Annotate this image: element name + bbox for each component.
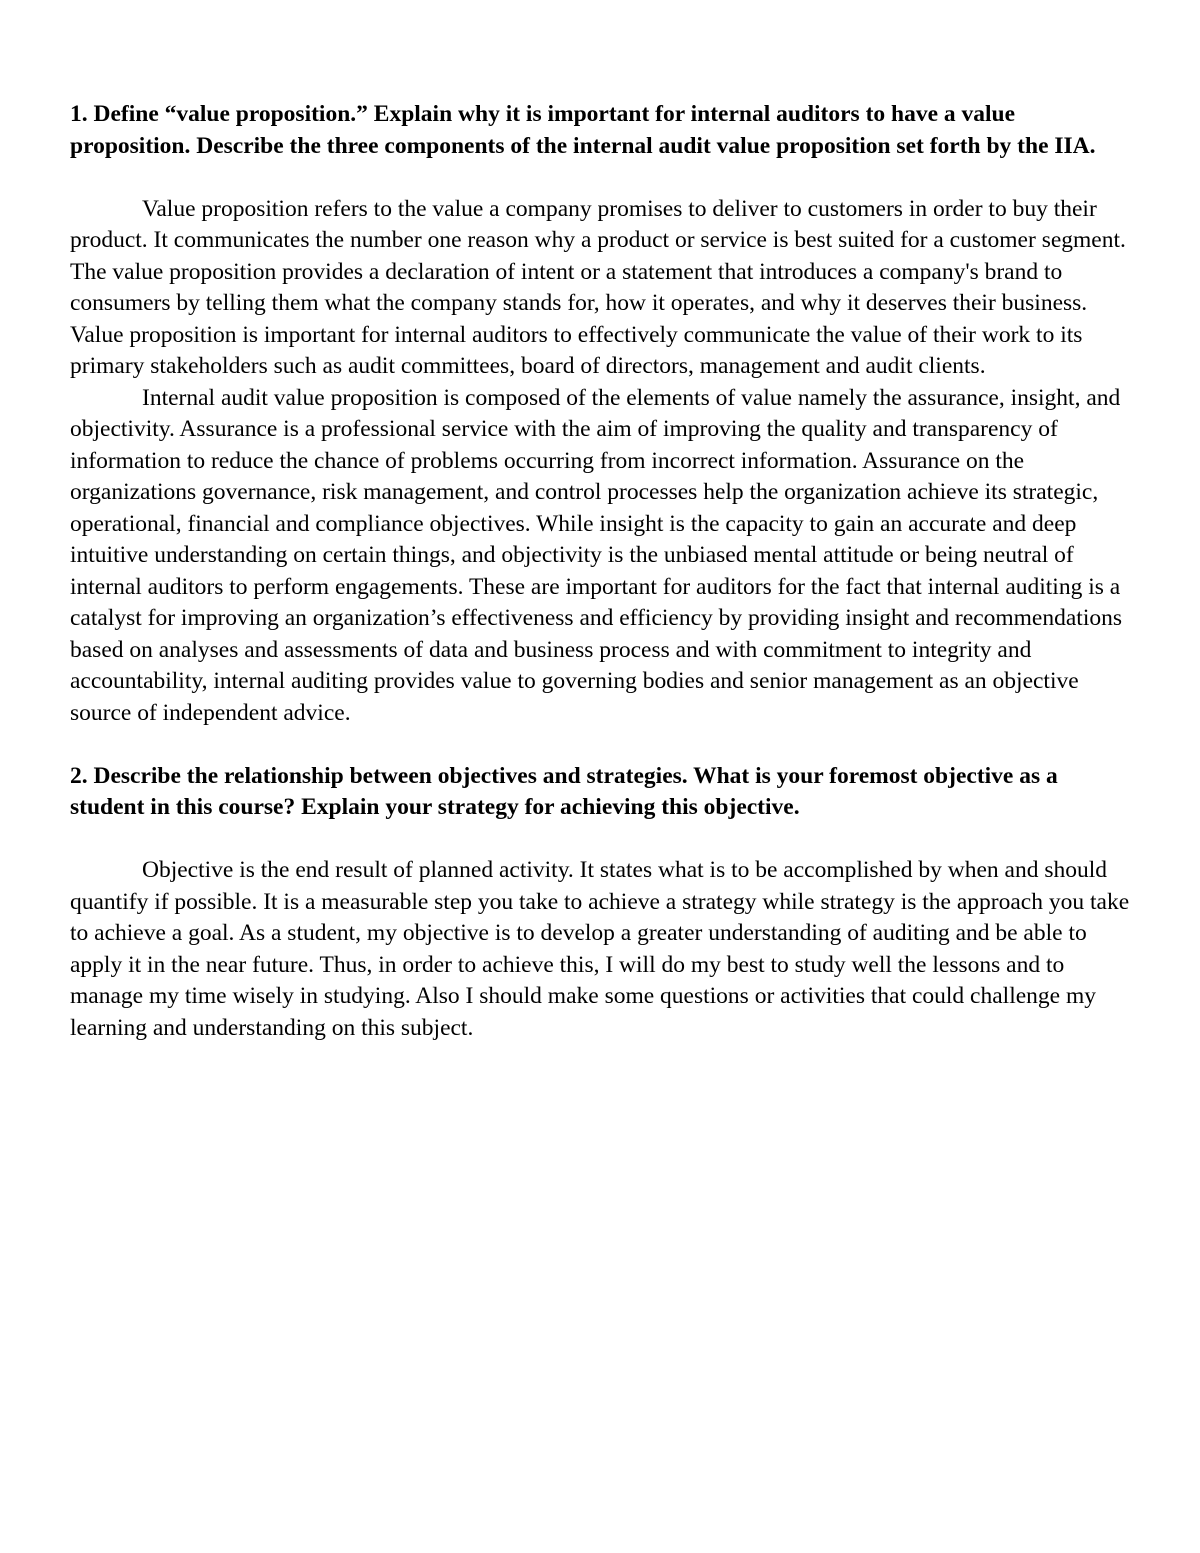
answer-1-body	[70, 194, 1130, 730]
answer-2-paragraph-1: Objective is the end result of planned activity. It states what is to be accomplished by when and should quantify if possible. It is a measurable step you take to achieve a strategy while strategy is the approach you take to achieve a goal. As a student, my objective is to develop a greater understanding of auditing and be able to apply it in the near future. Thus, in order to achieve this, I will do my best to study well the lessons and to manage my time wisely in studying. Also I should make some questions or activities that could challenge my learning and understanding on this subject.	[70, 857, 1130, 1041]
answer-1-paragraph-2: Internal audit value proposition is composed of the elements of value namely the assurance, insight, and objectivity. Assurance is a professional service with the aim of improving the quality and transparency of information to reduce the chance of problems occurring from incorrect information. Assurance on the organizations governance, risk management, and control processes help the organization achieve its strategic, operational, financial and compliance objectives. While insight is the capacity to gain an accurate and deep intuitive understanding on certain things, and objectivity is the unbiased mental attitude or being neutral of internal auditors to perform engagements. These are important for auditors for the fact that internal auditing is a catalyst for improving an organization’s effectiveness and efficiency by providing insight and recommendations based on analyses and assessments of data and business process and with commitment to integrity and accountability, internal auditing provides value to governing bodies and senior management as an objective source of independent advice.	[70, 384, 1122, 726]
spacer	[70, 729, 1130, 761]
answer-2-body	[70, 855, 1130, 1044]
question-2-heading: 2. Describe the relationship between objectives and strategies. What is your foremost objective as a student in this course? Explain your strategy for achieving this objective.	[70, 762, 1058, 820]
spacer	[70, 824, 1130, 856]
answer-1-paragraph-1: Value proposition refers to the value a company promises to deliver to customers in order to buy their product. It communicates the number one reason why a product or service is best suited for a customer segment. The value proposition provides a declaration of intent or a statement that introduces a company's brand to consumers by telling them what the company stands for, how it operates, and why it deserves their business. Value proposition is important for internal auditors to effectively communicate the value of their work to its primary stakeholders such as audit committees, board of directors, management and audit clients.	[70, 195, 1126, 379]
question-1-heading: 1. Define “value proposition.” Explain why it is important for internal auditors to have a value proposition. Describe the three components of the internal audit value proposition set forth by the IIA.	[70, 101, 1096, 159]
spacer	[70, 162, 1130, 194]
